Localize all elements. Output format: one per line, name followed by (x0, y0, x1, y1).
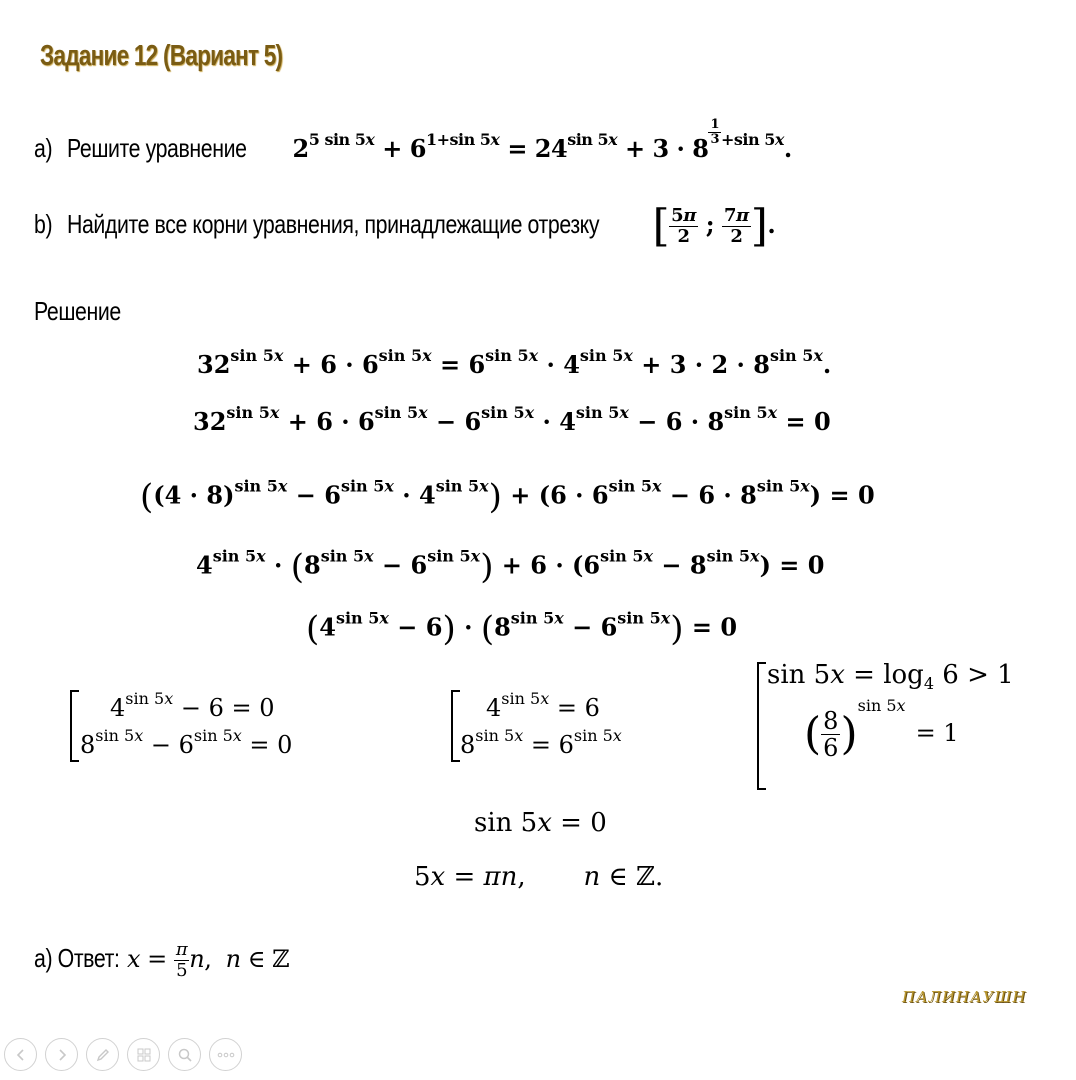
more-icon[interactable] (209, 1038, 242, 1071)
step-4: $4^{sin 5x} \cdot (8^{sin 5x} - 6^{sin 5x}) + 6 \cdot (6^{sin 5x} - 8^{sin 5x}) = 0$ (196, 546, 825, 587)
answer-formula: x = $\frac{\pi}{5}$ n, n ∈ ℤ (126, 939, 290, 981)
next-icon[interactable] (45, 1038, 78, 1071)
solution-heading: Решение (34, 296, 121, 326)
slideshow-nav (4, 1038, 242, 1071)
step-2: $32^{sin 5x} + 6 \cdot 6^{sin 5x} - 6^{sin 5x} \cdot 4^{sin 5x} - 6 \cdot 8^{sin 5x} = 0$ (193, 403, 831, 436)
part-b (34, 200, 776, 251)
part-a-text: Решите уравнение (66, 133, 247, 164)
interval-b: [ $\frac{5\pi}{2}$ ; $\frac{7\pi}{2}$ ]. (652, 200, 776, 251)
page-title: Задание 12 (Вариант 5) (40, 40, 283, 72)
prev-icon[interactable] (4, 1038, 37, 1071)
part-a-marker: a) (34, 133, 53, 164)
zoom-icon[interactable] (168, 1038, 201, 1071)
part-b-text: Найдите все корни уравнения, принадлежащие отрезку (66, 208, 599, 239)
step-1: $32^{sin 5x} + 6 \cdot 6^{sin 5x} = 6^{sin 5x} \cdot 4^{sin 5x} + 3 \cdot 2 \cdot 8^{sin 5x}$. (197, 346, 832, 379)
step-3: $((4 \cdot 8)^{sin 5x} - 6^{sin 5x} \cdot 4^{sin 5x}) + (6 \cdot 6^{sin 5x} - 6 \cdot 8^{sin 5x}) = 0$ (140, 476, 875, 517)
equation-a: $2^{5 sin 5x} + 6^{1+sin 5x} = 24^{sin 5x} + 3 \cdot 8$ $^{\frac{1}{3} +sin 5x}$. (292, 117, 792, 164)
answer (34, 940, 289, 981)
step-5: $(4^{sin 5x} - 6) \cdot (8^{sin 5x} - 6^{sin 5x}) = 0$ (306, 608, 738, 649)
system-3-line-1: $\sin 5x = \log_4 6 > 1$ (767, 660, 1014, 693)
system-1-line-2: $8^{sin 5x} - 6^{sin 5x} = 0$ (80, 726, 293, 759)
answer-label: a) Ответ: (34, 942, 120, 973)
author-signature: ПАЛИНАУШН (902, 988, 1027, 1006)
system-2-line-2: $8^{sin 5x} = 6^{sin 5x}$ (460, 726, 622, 759)
pen-icon[interactable] (86, 1038, 119, 1071)
step-sin-zero: sin 5x = 0 (474, 808, 607, 838)
system-2-line-1: $4^{sin 5x} = 6$ (486, 689, 600, 722)
slides-icon[interactable] (127, 1038, 160, 1071)
system-3-line-2: ( $\frac{8}{6}$ )$^{sin 5x}$= 1 (804, 696, 959, 762)
step-general-solution: 5x = πn, n ∈ ℤ. (414, 862, 664, 892)
part-a (34, 118, 792, 164)
system-1-line-1: $4^{sin 5x} - 6 = 0$ (110, 689, 275, 722)
part-b-marker: b) (34, 208, 53, 239)
